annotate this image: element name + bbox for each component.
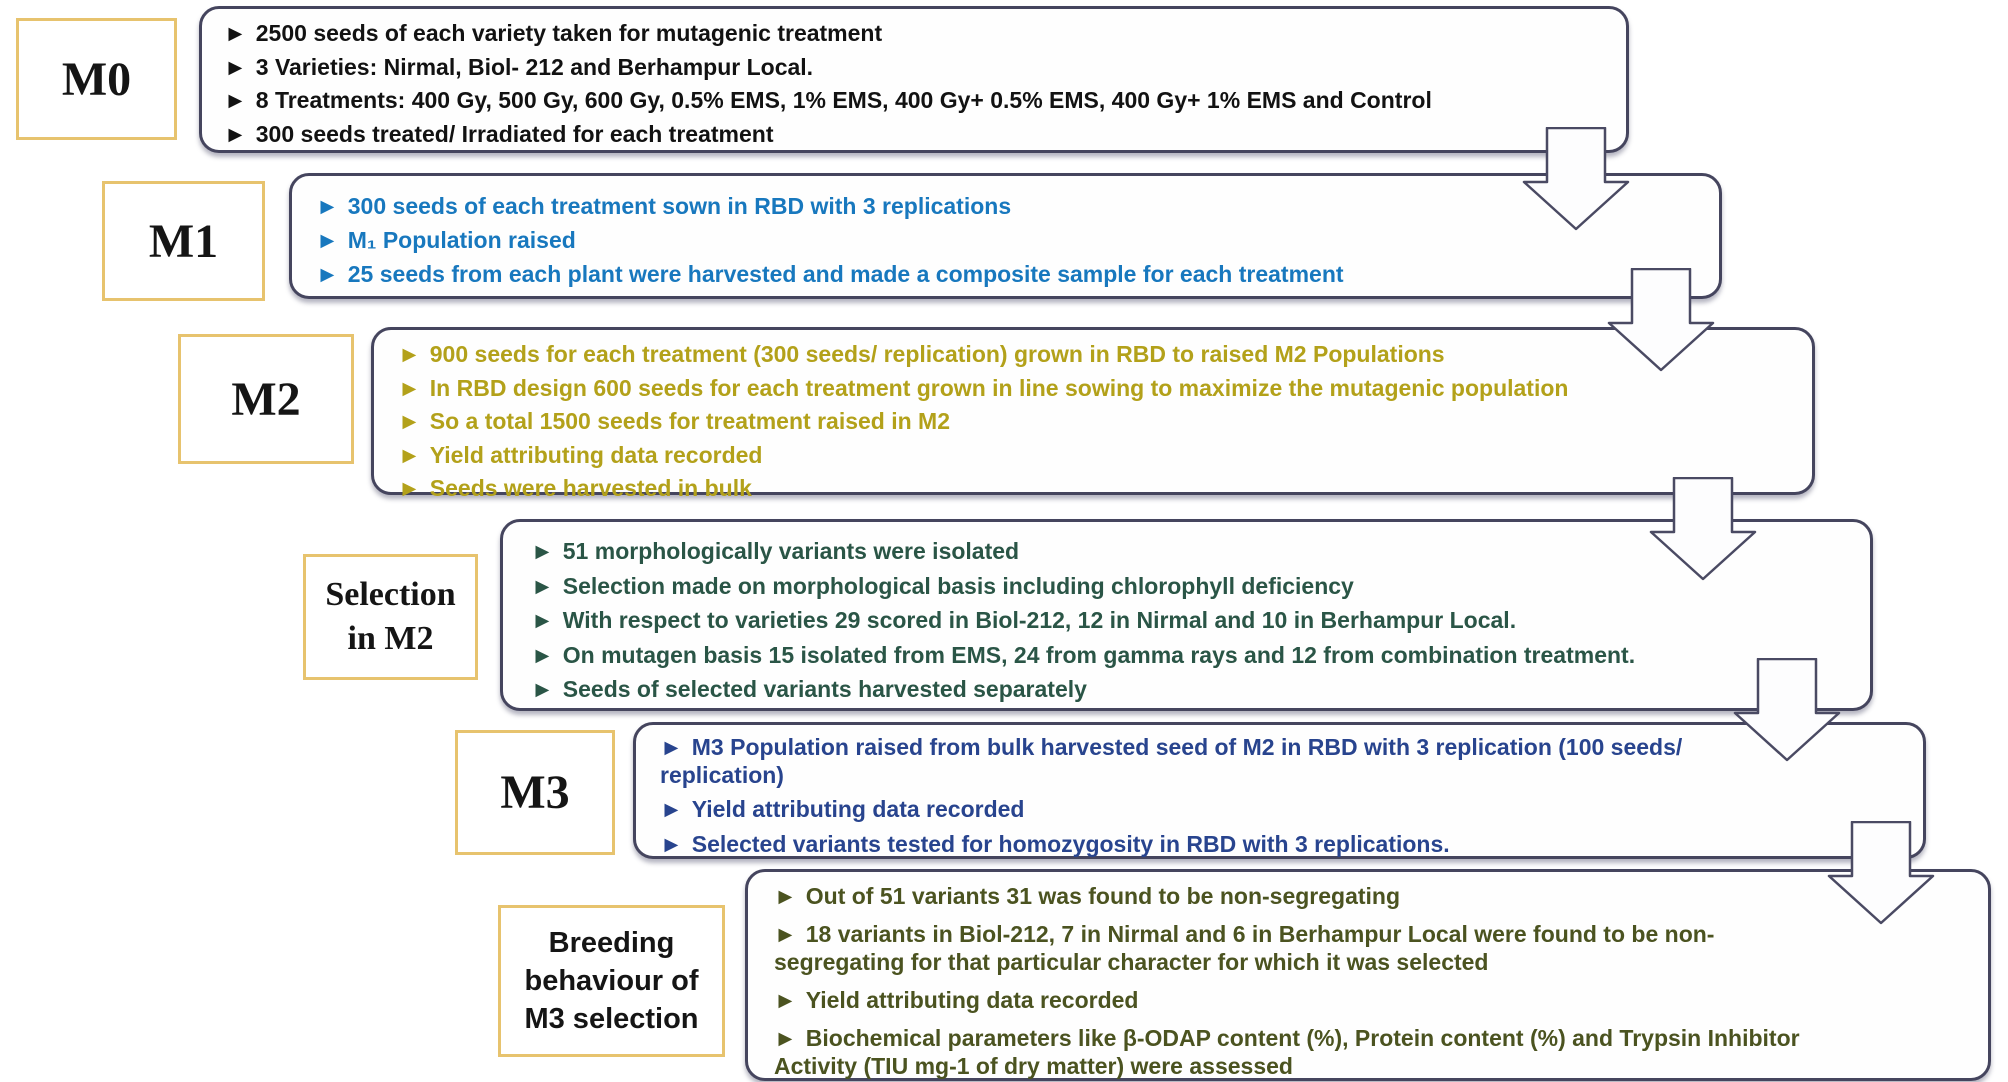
stage-label-m0: M0 <box>16 18 177 140</box>
flow-item-text: In RBD design 600 seeds for each treatment grown in line sowing to maximize the mutagenic population <box>429 374 1569 401</box>
flow-item-text: 51 morphologically variants were isolated <box>562 538 1020 564</box>
stage-content-breeding-behaviour-m3 <box>745 869 1991 1081</box>
flow-item-text: Yield attributing data recorded <box>429 441 763 468</box>
bullet-icon: ► <box>224 87 247 113</box>
stage-label-m1: M1 <box>102 181 265 301</box>
flow-list-item <box>774 882 1838 910</box>
flow-item-text: Selected variants tested for homozygosity in RBD with 3 replications. <box>691 830 1450 857</box>
flow-arrow-down-icon <box>1733 658 1841 762</box>
flow-list-item <box>224 51 1606 85</box>
flow-item-text: Out of 51 variants 31 was found to be non-segregating <box>805 883 1401 909</box>
flow-list-item <box>660 831 1753 859</box>
flow-list-item <box>774 1024 1838 1080</box>
flow-arrow-down-icon <box>1607 268 1715 372</box>
bullet-icon: ► <box>224 120 247 147</box>
bullet-icon: ► <box>660 734 683 760</box>
flow-list-item <box>531 672 1850 707</box>
flow-item-text: 2500 seeds of each variety taken for mutagenic treatment <box>255 20 883 46</box>
flow-list-item <box>774 920 1838 976</box>
bullet-icon: ► <box>774 883 797 909</box>
flow-item-text: Seeds were harvested in bulk <box>429 475 752 501</box>
stage-content-m2 <box>371 327 1815 501</box>
flow-list-item <box>531 603 1850 638</box>
bullet-icon: ► <box>531 572 554 599</box>
flow-item-text: Selection made on morphological basis including chlorophyll deficiency <box>562 572 1354 599</box>
stage-content-m0 <box>199 6 1629 153</box>
bullet-icon: ► <box>774 921 797 947</box>
bullet-icon: ► <box>224 20 247 46</box>
flow-item-text: 900 seeds for each treatment (300 seeds/ replication) grown in RBD to raised M2 Populations <box>429 341 1445 367</box>
flow-list-item <box>316 257 1699 291</box>
bullet-icon: ► <box>660 830 683 857</box>
bullet-icon: ► <box>398 441 421 468</box>
bullet-icon: ► <box>660 796 683 822</box>
flow-item-text: 18 variants in Biol-212, 7 in Nirmal and 6 in Berhampur Local were found to be non-segregating for that particular character for which it was selected <box>774 921 1715 975</box>
flow-item-text: Seeds of selected variants harvested separately <box>562 676 1087 702</box>
flow-list-item <box>224 17 1606 51</box>
flow-item-text: With respect to varieties 29 scored in Biol-212, 12 in Nirmal and 10 in Berhampur Local. <box>562 607 1517 633</box>
flow-item-text: Biochemical parameters like β-ODAP content (%), Protein content (%) and Trypsin Inhibitor Activity (TIU mg-1 of dry matter) were assessed <box>774 1025 1800 1079</box>
flow-item-text: So a total 1500 seeds for treatment raised in M2 <box>429 408 951 434</box>
flow-list-item <box>398 439 1792 473</box>
bullet-icon: ► <box>398 374 421 401</box>
flow-arrow-down-icon <box>1827 821 1935 925</box>
flow-item-text: 300 seeds of each treatment sown in RBD with 3 replications <box>347 193 1012 219</box>
flow-list-item <box>224 118 1606 152</box>
bullet-icon: ► <box>531 607 554 633</box>
flow-list-item <box>398 338 1792 372</box>
flow-list-item <box>316 223 1699 257</box>
bullet-icon: ► <box>398 408 421 434</box>
flow-item-text: Yield attributing data recorded <box>691 796 1025 822</box>
flow-item-text: M3 Population raised from bulk harvested seed of M2 in RBD with 3 replication (100 seeds/ replication) <box>660 734 1683 788</box>
flow-arrow-down-icon <box>1522 127 1630 231</box>
flow-item-text: 8 Treatments: 400 Gy, 500 Gy, 600 Gy, 0.5% EMS, 1% EMS, 400 Gy+ 0.5% EMS, 400 Gy+ 1% EMS and Control <box>255 87 1432 113</box>
flow-item-text: On mutagen basis 15 isolated from EMS, 24 from gamma rays and 12 from combination treatment. <box>562 641 1636 668</box>
flow-item-text: M₁ Population raised <box>347 227 576 253</box>
bullet-icon: ► <box>224 53 247 80</box>
flow-list-item <box>224 84 1606 118</box>
flow-list-item <box>531 638 1850 673</box>
stage-content-m1 <box>289 173 1722 299</box>
flow-item-text: 300 seeds treated/ Irradiated for each treatment <box>255 120 774 147</box>
bullet-icon: ► <box>398 341 421 367</box>
bullet-icon: ► <box>316 193 339 219</box>
flow-item-text: Yield attributing data recorded <box>805 987 1139 1013</box>
bullet-icon: ► <box>531 641 554 668</box>
flow-list-item <box>316 189 1699 223</box>
flow-list-item <box>398 472 1792 506</box>
stage-label-breeding-behaviour-m3: Breeding behaviour of M3 selection <box>498 905 725 1057</box>
flow-item-text: 3 Varieties: Nirmal, Biol- 212 and Berhampur Local. <box>255 53 814 80</box>
flow-item-text: 25 seeds from each plant were harvested and made a composite sample for each treatment <box>347 261 1344 287</box>
bullet-icon: ► <box>316 227 339 253</box>
bullet-icon: ► <box>398 475 421 501</box>
stage-label-m3: M3 <box>455 730 615 855</box>
flow-list-item <box>660 734 1753 789</box>
flow-list-item <box>398 372 1792 406</box>
flow-list-item <box>774 986 1838 1014</box>
bullet-icon: ► <box>531 676 554 702</box>
bullet-icon: ► <box>531 538 554 564</box>
bullet-icon: ► <box>316 261 339 287</box>
bullet-icon: ► <box>774 987 797 1013</box>
bullet-icon: ► <box>774 1025 797 1051</box>
flow-list-item <box>660 796 1753 824</box>
flow-arrow-down-icon <box>1649 477 1757 581</box>
flow-list-item <box>398 405 1792 439</box>
stage-label-selection-in-m2: Selection in M2 <box>303 554 478 680</box>
stage-label-m2: M2 <box>178 334 354 464</box>
